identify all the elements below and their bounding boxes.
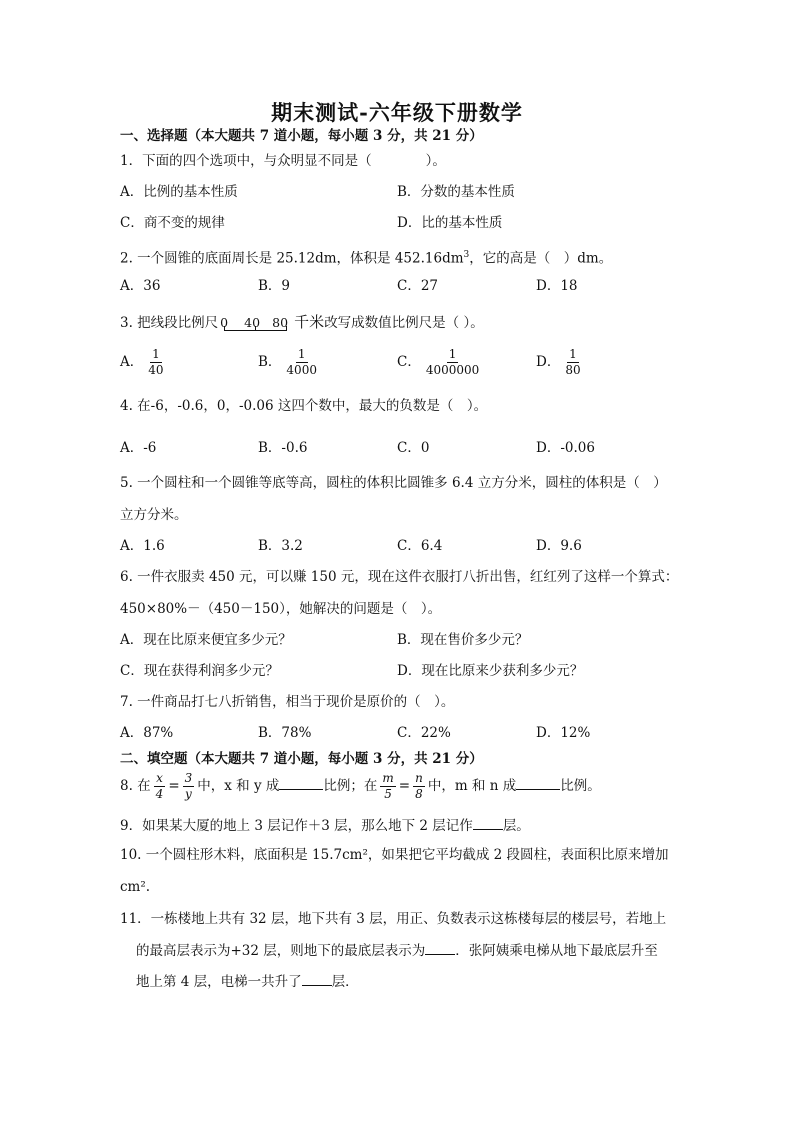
question-10-stem-line-1: 10. 一个圆柱形木料，底面积是 15.7cm²，如果把它平均截成 2 段圆柱，表面积比原来增加 [120, 847, 669, 863]
question-4-stem: 4. 在-6，-0.6，0，-0.06 这四个数中，最大的负数是（ ）。 [120, 398, 488, 414]
question-2-option-b: B．9 [258, 278, 291, 294]
question-2-stem [120, 246, 612, 268]
question-9-stem [120, 816, 530, 835]
question-4-option-b: B．-0.6 [258, 440, 308, 456]
question-11-text-2: ．张阿姨乘电梯从地下最底层升至 [455, 943, 658, 959]
question-11-stem-line-2 [136, 941, 658, 960]
equals-sign: = [398, 778, 411, 794]
question-9-text-1: 9．如果某大厦的地上 3 层记作＋3 层，那么地下 2 层记作 [120, 818, 473, 834]
line-scale-bar [220, 314, 292, 334]
fraction-denominator: 4 [155, 787, 164, 801]
scale-label-0: 0 [220, 314, 229, 330]
question-11-stem-line-1: 11．一栋楼地上共有 32 层，地下共有 3 层，用正、负数表示这栋楼每层的楼层号，若地上 [120, 911, 667, 927]
question-6-stem-line-1: 6. 一件衣服卖 450 元，可以赚 150 元，现在这件衣服打八折出售，红红列了这样一个算式： [120, 569, 679, 585]
question-2-stem-tail: ，它的高是（ ）dm。 [469, 250, 613, 267]
fraction-numerator: m [382, 771, 394, 785]
question-4-option-d: D．-0.06 [536, 440, 595, 456]
fraction [424, 348, 481, 377]
equals-sign: = [168, 778, 180, 794]
question-6-option-c: C．现在获得利润多少元？ [120, 663, 279, 679]
scale-tick-80 [286, 326, 287, 331]
question-5-option-c: C．6.4 [397, 538, 443, 554]
answer-blank[interactable] [473, 816, 503, 830]
question-6-option-a: A．现在比原来便宜多少元？ [120, 632, 292, 648]
question-3-stem-text: 3. 把线段比例尺 [120, 315, 219, 331]
question-3-stem-tail: 改写成数值比例尺是（ ）。 [324, 315, 484, 331]
fraction-numerator: x [156, 771, 163, 785]
question-7-option-c: C．22% [397, 725, 451, 741]
question-3-option-b [258, 348, 322, 377]
fraction [146, 348, 165, 377]
fraction-numerator: n [415, 771, 423, 785]
fraction-denominator: y [185, 787, 192, 801]
question-11-text-4: 层． [331, 974, 359, 990]
scale-tick-0 [224, 326, 225, 331]
question-7-option-b: B．78% [258, 725, 312, 741]
fraction-denominator: 40 [148, 363, 164, 377]
scale-label-40: 40 [244, 314, 261, 330]
fraction-numerator: 1 [448, 347, 457, 361]
question-11-text-3: 地上第 4 层，电梯一共升了 [136, 974, 302, 990]
question-3-option-c [397, 348, 484, 377]
question-3-option-d [536, 348, 586, 377]
fraction [563, 348, 582, 377]
question-6-option-b: B．现在售价多少元？ [397, 632, 529, 648]
section-heading-fill-in: 二、填空题（本大题共 7 道小题，每小题 3 分，共 21 分） [120, 751, 483, 767]
question-3-option-a-label: A． [120, 354, 144, 370]
question-3-option-d-label: D． [536, 354, 561, 370]
fraction [413, 772, 425, 801]
fraction-denominator: 4000 [286, 363, 317, 377]
question-7-option-a: A．87% [120, 725, 174, 741]
question-5-option-d: D．9.6 [536, 538, 582, 554]
question-3-option-a [120, 348, 169, 377]
question-11-text-1: 的最高层表示为+32 层，则地下的最底层表示为 [136, 943, 426, 959]
scale-label-80: 80 [272, 314, 289, 330]
question-7-stem: 7. 一件商品打七八折销售，相当于现价是原价的（ ）。 [120, 694, 455, 710]
question-7-option-d: D．12% [536, 725, 591, 741]
question-4-option-c: C．0 [397, 440, 430, 456]
fraction-denominator: 4000000 [425, 363, 480, 377]
fraction-denominator: 80 [565, 363, 581, 377]
answer-blank[interactable] [425, 941, 455, 955]
question-6-option-d: D．现在比原来少获利多少元？ [397, 663, 584, 679]
fraction-numerator: 3 [184, 771, 193, 785]
fraction [154, 772, 166, 801]
question-1-option-b: B．分数的基本性质 [397, 184, 515, 200]
fraction-denominator: 5 [384, 787, 392, 801]
scale-unit: 千米 [294, 313, 325, 331]
question-10-stem-line-2: cm². [120, 879, 151, 895]
question-1-option-d: D．比的基本性质 [397, 215, 503, 231]
question-2-option-d: D．18 [536, 278, 578, 294]
fraction-numerator: 1 [569, 347, 577, 361]
answer-blank[interactable] [302, 972, 332, 986]
page-title: 期末测试-六年级下册数学 [271, 100, 523, 125]
question-8-text-5: 比例。 [560, 778, 601, 794]
question-3-option-c-label: C． [397, 354, 421, 370]
question-8-text-2: 中，x 和 y 成 [197, 778, 280, 794]
answer-blank[interactable] [279, 776, 323, 790]
question-1-stem: 1．下面的四个选项中，与众明显不同是（ ）。 [120, 153, 446, 169]
fraction-numerator: 1 [297, 347, 306, 361]
question-5-option-a: A．1.6 [120, 538, 165, 554]
fraction [380, 772, 395, 801]
question-11-stem-line-3 [136, 972, 359, 991]
question-6-stem-line-2: 450×80%－（450－150），她解决的问题是（ ）。 [120, 601, 442, 617]
question-5-stem-line-1: 5. 一个圆柱和一个圆锥等底等高，圆柱的体积比圆锥多 6.4 立方分米，圆柱的体积是（ ） [120, 475, 667, 491]
question-8-stem [120, 771, 601, 801]
question-2-superscript: 3 [463, 250, 470, 260]
question-2-stem-text: 2. 一个圆锥的底面周长是 25.12dm，体积是 452.16dm [120, 250, 464, 267]
fraction [183, 772, 195, 801]
question-1-option-a: A．比例的基本性质 [120, 184, 238, 200]
fraction-numerator: 1 [152, 347, 160, 361]
question-2-option-c: C．27 [397, 278, 439, 294]
question-3-option-b-label: B． [258, 354, 282, 370]
answer-blank[interactable] [516, 776, 560, 790]
question-4-option-a: A．-6 [120, 440, 157, 456]
question-8-text-4: 中，m 和 n 成 [427, 778, 517, 794]
question-8-text-3: 比例；在 [323, 778, 378, 794]
question-2-option-a: A．36 [120, 278, 161, 294]
question-5-stem-line-2: 立方分米。 [120, 507, 188, 523]
question-3-stem [120, 311, 484, 334]
fraction-denominator: 8 [415, 787, 423, 801]
section-heading-choice: 一、选择题（本大题共 7 道小题，每小题 3 分，共 21 分） [120, 128, 483, 144]
question-1-option-c: C．商不变的规律 [120, 215, 225, 231]
question-8-text-1: 8. 在 [120, 778, 151, 794]
question-9-text-2: 层。 [502, 818, 530, 834]
question-5-option-b: B．3.2 [258, 538, 303, 554]
fraction [284, 348, 319, 377]
scale-tick-40 [255, 326, 256, 331]
